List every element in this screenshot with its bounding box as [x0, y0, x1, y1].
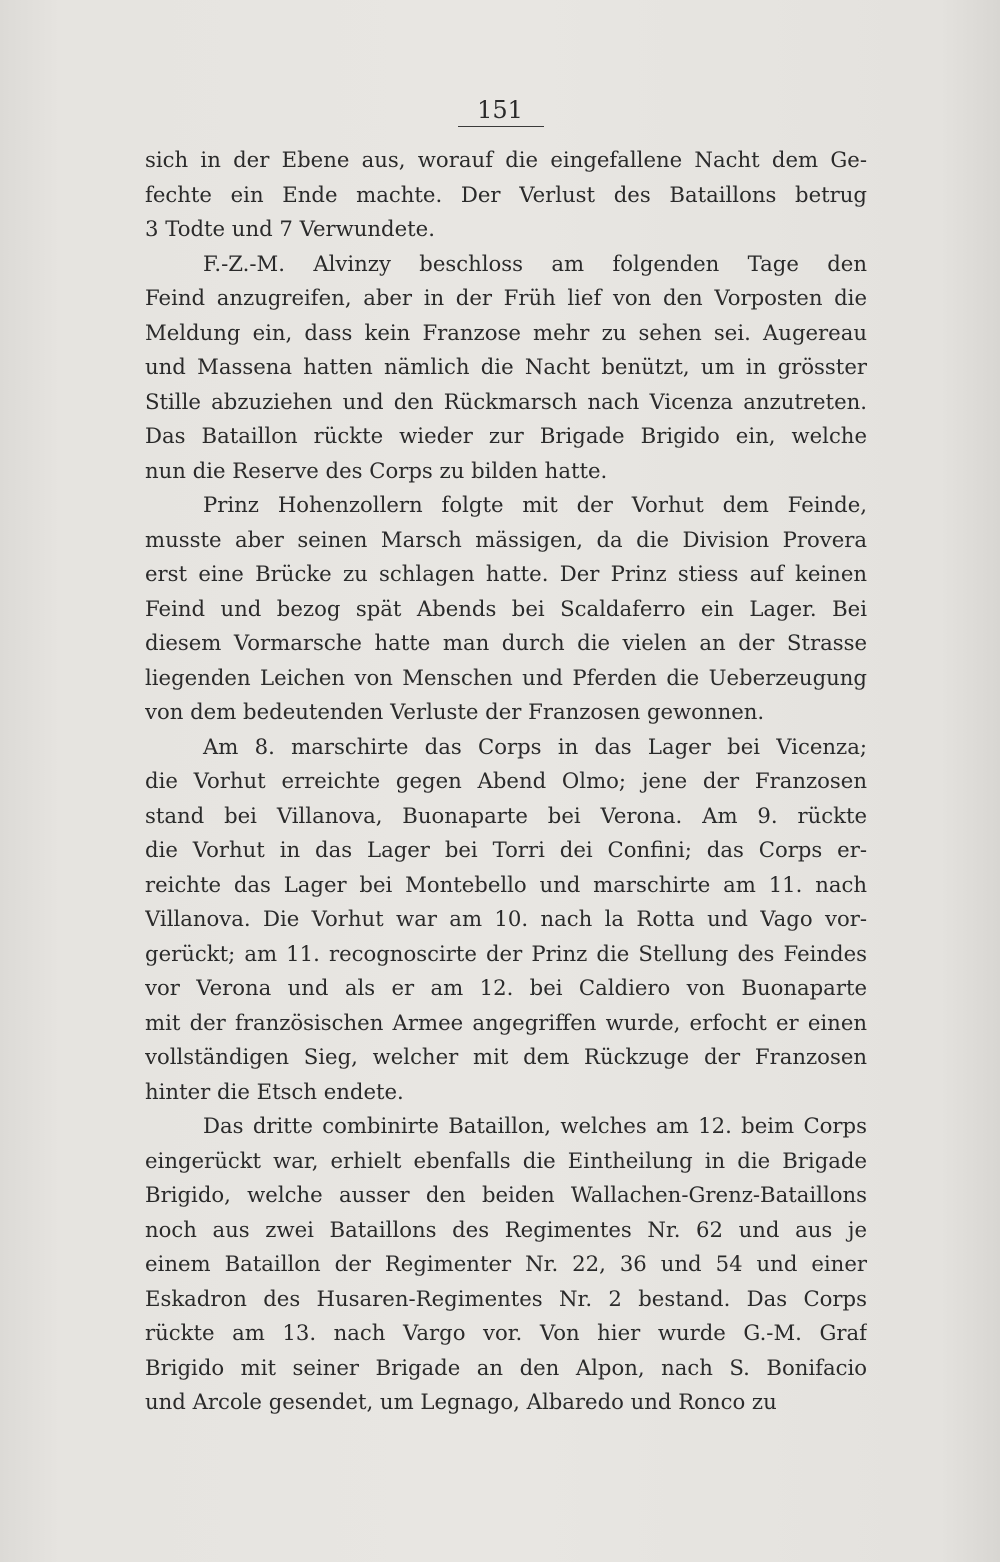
text-line: rückte am 13. nach Vargo vor. Von hier wurde G.-M. Graf [145, 1320, 867, 1345]
text-line: Eskadron des Husaren-Regimentes Nr. 2 bestand. Das Corps [145, 1285, 867, 1311]
text-line: gerückt; am 11. recognoscirte der Prinz die Stellung des Feindes [145, 940, 867, 966]
text-line: vollständigen Sieg, welcher mit dem Rückzuge der Franzosen [145, 1044, 867, 1069]
text-line: nun die Reserve des Corps zu bilden hatte. [145, 457, 608, 483]
paragraph [145, 1109, 867, 1420]
text-line: Stille abzuziehen und den Rückmarsch nach Vicenza anzutreten. [145, 388, 867, 414]
text-line: eingerückt war, erhielt ebenfalls die Eintheilung in die Brigade [145, 1147, 867, 1173]
text-line: Das dritte combinirte Bataillon, welches am 12. beim Corps [203, 1113, 867, 1138]
text-line: stand bei Villanova, Buonaparte bei Verona. Am 9. rückte [145, 802, 867, 828]
text-line: fechte ein Ende machte. Der Verlust des Bataillons betrug [145, 181, 867, 207]
text-line: die Vorhut in das Lager bei Torri dei Confini; das Corps er- [145, 837, 867, 862]
text-line: liegenden Leichen von Menschen und Pferden die Ueberzeugung [145, 664, 867, 690]
text-line: Brigido, welche ausser den beiden Wallachen-Grenz-Bataillons [145, 1182, 867, 1207]
page-number-rule [458, 126, 544, 127]
text-line: mit der französischen Armee angegriffen wurde, erfocht er einen [145, 1009, 867, 1035]
paragraph [145, 488, 867, 730]
text-line: reichte das Lager bei Montebello und marschirte am 11. nach [145, 871, 867, 897]
text-line: Feind und bezog spät Abends bei Scaldaferro ein Lager. Bei [145, 595, 867, 621]
text-line: Meldung ein, dass kein Franzose mehr zu sehen sei. Augereau [145, 319, 867, 345]
text-line: musste aber seinen Marsch mässigen, da die Division Provera [145, 526, 867, 552]
text-line: vor Verona und als er am 12. bei Caldiero von Buonaparte [145, 975, 867, 1000]
text-line: diesem Vormarsche hatte man durch die vielen an der Strasse [145, 630, 867, 655]
text-line: einem Bataillon der Regimenter Nr. 22, 36 und 54 und einer [145, 1251, 867, 1276]
text-line: Das Bataillon rückte wieder zur Brigade Brigido ein, welche [145, 423, 867, 448]
text-line: Feind anzugreifen, aber in der Früh lief von den Vorposten die [145, 285, 867, 310]
text-line: 3 Todte und 7 Verwundete. [145, 216, 435, 241]
page-number: 151 [477, 96, 523, 124]
text-line: noch aus zwei Bataillons des Regimentes Nr. 62 und aus je [145, 1216, 867, 1242]
text-line: Villanova. Die Vorhut war am 10. nach la Rotta und Vago vor- [145, 906, 867, 931]
paragraph [145, 730, 867, 1110]
paragraph [145, 247, 867, 489]
text-line: und Arcole gesendet, um Legnago, Albaredo und Ronco zu [145, 1389, 777, 1414]
text-line: und Massena hatten nämlich die Nacht benützt, um in grösster [145, 354, 867, 379]
text-line: Brigido mit seiner Brigade an den Alpon, nach S. Bonifacio [145, 1354, 867, 1380]
text-line: von dem bedeutenden Verluste der Franzosen gewonnen. [145, 699, 765, 724]
text-line: hinter die Etsch endete. [145, 1078, 404, 1104]
text-line: F.-Z.-M. Alvinzy beschloss am folgenden Tage den [203, 250, 867, 276]
text-line: erst eine Brücke zu schlagen hatte. Der Prinz stiess auf keinen [145, 561, 867, 586]
text-line: Prinz Hohenzollern folgte mit der Vorhut dem Feinde, [203, 492, 867, 517]
paragraph [145, 143, 867, 247]
text-line: sich in der Ebene aus, worauf die eingefallene Nacht dem Ge- [145, 147, 867, 172]
text-line: Am 8. marschirte das Corps in das Lager bei Vicenza; [203, 733, 867, 759]
body-text [145, 143, 867, 1420]
text-line: die Vorhut erreichte gegen Abend Olmo; jene der Franzosen [145, 768, 867, 793]
